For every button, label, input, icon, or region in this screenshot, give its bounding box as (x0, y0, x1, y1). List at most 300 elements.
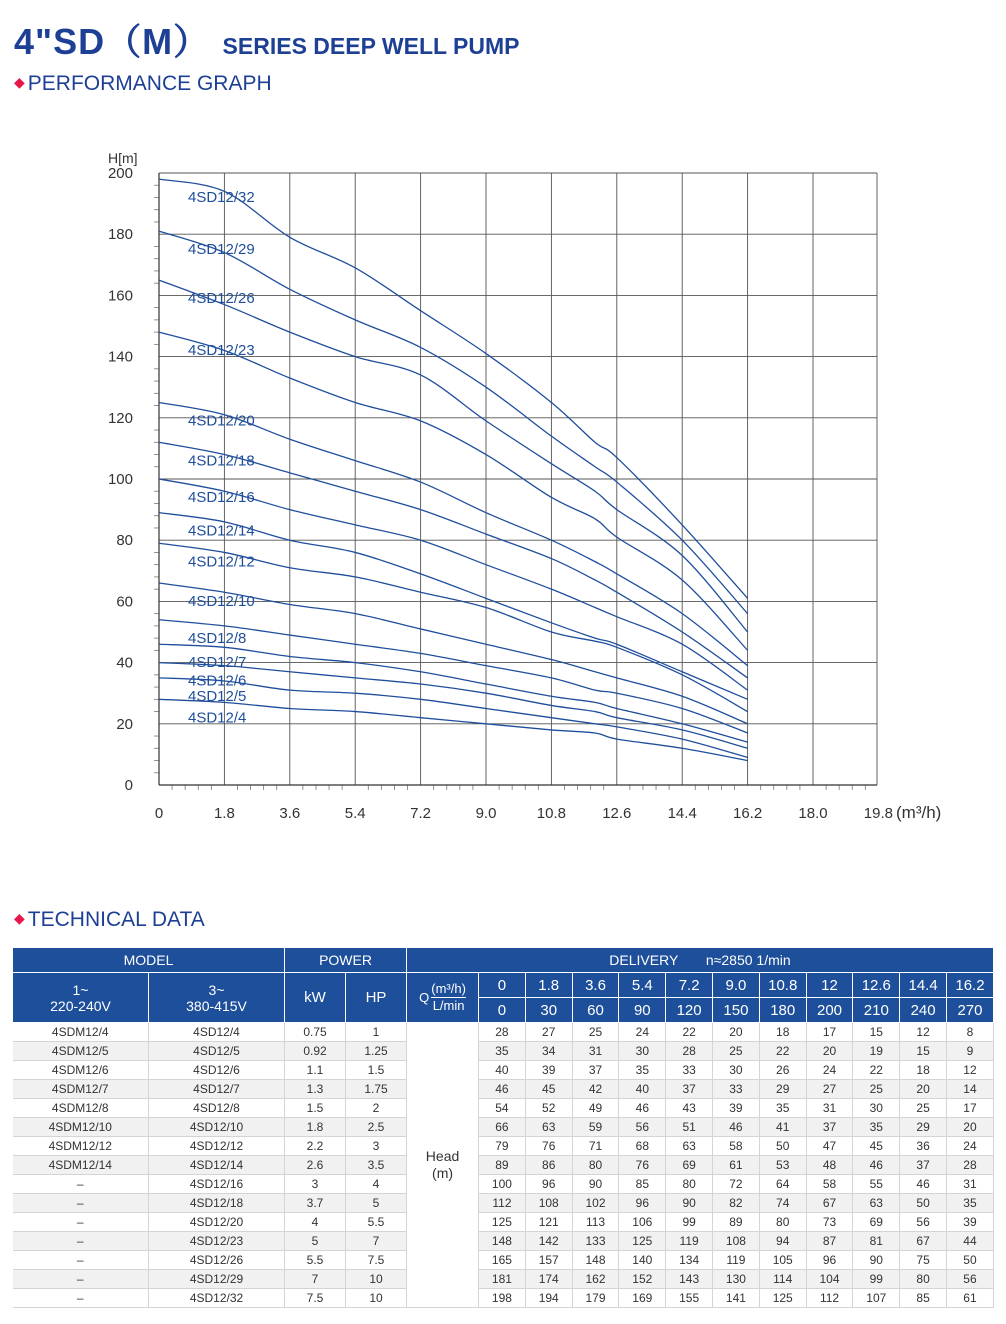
head-value: 125 (619, 1232, 666, 1251)
y-tick-label: 100 (107, 471, 133, 488)
power-kw: 2.6 (285, 1156, 346, 1175)
head-value: 15 (853, 1023, 900, 1042)
head-value: 87 (806, 1232, 853, 1251)
head-value: 45 (853, 1137, 900, 1156)
model-three-phase: 4SD12/16 (149, 1175, 285, 1194)
head-value: 25 (900, 1099, 947, 1118)
head-value: 108 (525, 1194, 572, 1213)
head-value: 26 (759, 1061, 806, 1080)
power-hp: 1.25 (346, 1042, 407, 1061)
head-value: 25 (853, 1080, 900, 1099)
head-value: 102 (572, 1194, 619, 1213)
model-three-phase: 4SD12/8 (149, 1099, 285, 1118)
head-value: 27 (806, 1080, 853, 1099)
three-phase-header: 3~ 380-415V (149, 973, 285, 1023)
head-value: 71 (572, 1137, 619, 1156)
head-value: 58 (806, 1175, 853, 1194)
head-value: 76 (525, 1137, 572, 1156)
x-axis-label: (m³/h) (896, 803, 942, 822)
flow-lmin-header: 180 (759, 998, 806, 1023)
head-value: 125 (479, 1213, 526, 1232)
head-value: 174 (525, 1270, 572, 1289)
power-kw: 1.1 (285, 1061, 346, 1080)
title-model: 4"SD（M） (14, 21, 211, 62)
curve-label-4sd12-7: 4SD12/7 (188, 654, 247, 672)
head-value: 56 (619, 1118, 666, 1137)
head-value: 19 (853, 1042, 900, 1061)
table-header-row (13, 948, 994, 973)
power-kw: 1.5 (285, 1099, 346, 1118)
model-three-phase: 4SD12/4 (149, 1023, 285, 1042)
x-tick-label: 1.8 (213, 805, 235, 822)
power-kw: 0.92 (285, 1042, 346, 1061)
head-value: 20 (806, 1042, 853, 1061)
head-value: 89 (713, 1213, 760, 1232)
table-row (13, 1118, 994, 1137)
power-kw: 7.5 (285, 1289, 346, 1308)
head-value: 80 (900, 1270, 947, 1289)
flow-lmin-header: 240 (900, 998, 947, 1023)
curve-label-4sd12-20: 4SD12/20 (188, 412, 255, 430)
x-tick-label: 3.6 (279, 805, 301, 822)
table-row (13, 1023, 994, 1042)
y-tick-label: 0 (124, 777, 133, 794)
q-unit-m3h: (m³/h) (431, 981, 466, 996)
curve-label-4sd12-6: 4SD12/6 (188, 672, 247, 690)
power-kw: 3 (285, 1175, 346, 1194)
power-hp: 4 (346, 1175, 407, 1194)
head-value: 80 (572, 1156, 619, 1175)
head-value: 50 (759, 1137, 806, 1156)
head-value: 37 (806, 1118, 853, 1137)
table-row (13, 1061, 994, 1080)
model-single-phase: 4SDM12/8 (13, 1099, 149, 1118)
x-tick-label: 10.8 (536, 805, 567, 822)
power-kw: 5.5 (285, 1251, 346, 1270)
head-value: 58 (713, 1137, 760, 1156)
model-single-phase: – (13, 1289, 149, 1308)
kw-header: kW (285, 973, 346, 1023)
flow-m3h-header: 5.4 (619, 973, 666, 998)
model-three-phase: 4SD12/7 (149, 1080, 285, 1099)
head-value: 39 (525, 1061, 572, 1080)
flow-lmin-header: 210 (853, 998, 900, 1023)
head-value: 41 (759, 1118, 806, 1137)
head-value: 24 (619, 1023, 666, 1042)
flow-lmin-header: 0 (479, 998, 526, 1023)
head-value: 30 (713, 1061, 760, 1080)
head-value: 148 (572, 1251, 619, 1270)
head-value: 24 (806, 1061, 853, 1080)
x-tick-label: 18.0 (798, 805, 828, 822)
power-header: POWER (285, 948, 407, 973)
power-hp: 1 (346, 1023, 407, 1042)
y-tick-label: 120 (107, 409, 133, 427)
flow-lmin-header: 150 (713, 998, 760, 1023)
head-value: 68 (619, 1137, 666, 1156)
head-value: 194 (525, 1289, 572, 1308)
q-unit-lmin: L/min (432, 998, 465, 1013)
flow-m3h-header: 12.6 (853, 973, 900, 998)
diamond-icon: ◆ (14, 74, 25, 90)
flow-m3h-header: 0 (479, 973, 526, 998)
flow-m3h-header: 9.0 (713, 973, 760, 998)
head-value: 148 (479, 1232, 526, 1251)
power-hp: 3.5 (346, 1156, 407, 1175)
x-tick-label: 14.4 (667, 805, 697, 822)
head-value: 46 (853, 1156, 900, 1175)
curve-label-4sd12-12: 4SD12/12 (188, 553, 255, 571)
model-three-phase: 4SD12/29 (149, 1270, 285, 1289)
head-value: 55 (853, 1175, 900, 1194)
head-value: 119 (713, 1251, 760, 1270)
flow-lmin-header: 90 (619, 998, 666, 1023)
model-single-phase: – (13, 1175, 149, 1194)
model-three-phase: 4SD12/18 (149, 1194, 285, 1213)
head-value: 56 (900, 1213, 947, 1232)
head-value: 20 (947, 1118, 994, 1137)
head-value: 80 (666, 1175, 713, 1194)
head-value: 63 (666, 1137, 713, 1156)
flow-lmin-header: 270 (947, 998, 994, 1023)
curve-4sd12-16 (159, 479, 748, 690)
head-value: 79 (479, 1137, 526, 1156)
head-value: 80 (759, 1213, 806, 1232)
head-value: 66 (479, 1118, 526, 1137)
head-value: 24 (947, 1137, 994, 1156)
head-value: 28 (947, 1156, 994, 1175)
curve-label-4sd12-10: 4SD12/10 (188, 593, 255, 611)
power-hp: 10 (346, 1289, 407, 1308)
head-value: 63 (853, 1194, 900, 1213)
head-value: 198 (479, 1289, 526, 1308)
curve-label-4sd12-5: 4SD12/5 (188, 687, 247, 705)
head-value: 90 (572, 1175, 619, 1194)
head-value: 28 (479, 1023, 526, 1042)
y-axis-label: H[m] (108, 150, 138, 166)
performance-chart (0, 140, 1006, 840)
head-value: 119 (666, 1232, 713, 1251)
head-value: 155 (666, 1289, 713, 1308)
head-value: 90 (853, 1251, 900, 1270)
section-technical-data (14, 908, 205, 932)
head-value: 14 (947, 1080, 994, 1099)
head-value: 31 (806, 1099, 853, 1118)
head-value: 96 (806, 1251, 853, 1270)
head-value: 99 (666, 1213, 713, 1232)
head-value: 121 (525, 1213, 572, 1232)
head-value: 105 (759, 1251, 806, 1270)
head-value: 49 (572, 1099, 619, 1118)
curve-4sd12-4 (159, 699, 748, 760)
head-value: 33 (666, 1061, 713, 1080)
head-value: 37 (572, 1061, 619, 1080)
power-kw: 0.75 (285, 1023, 346, 1042)
power-kw: 7 (285, 1270, 346, 1289)
curve-label-4sd12-26: 4SD12/26 (188, 290, 255, 308)
model-single-phase: 4SDM12/14 (13, 1156, 149, 1175)
head-value: 114 (759, 1270, 806, 1289)
q-label: Q (419, 990, 430, 1005)
head-value: 46 (713, 1118, 760, 1137)
flow-lmin-header: 200 (806, 998, 853, 1023)
head-value: 113 (572, 1213, 619, 1232)
head-value: 169 (619, 1289, 666, 1308)
head-value: 61 (713, 1156, 760, 1175)
head-value: 94 (759, 1232, 806, 1251)
head-value: 27 (525, 1023, 572, 1042)
head-value: 29 (759, 1080, 806, 1099)
x-tick-label: 16.2 (732, 805, 763, 822)
table-row (13, 1156, 994, 1175)
head-value: 141 (713, 1289, 760, 1308)
speed-note: n≈2850 1/min (705, 952, 791, 968)
head-value: 9 (947, 1042, 994, 1061)
head-value: 8 (947, 1023, 994, 1042)
head-value: 36 (900, 1137, 947, 1156)
head-value: 74 (759, 1194, 806, 1213)
y-tick-label: 20 (116, 715, 133, 733)
head-value: 52 (525, 1099, 572, 1118)
head-value: 107 (853, 1289, 900, 1308)
power-hp: 2.5 (346, 1118, 407, 1137)
y-tick-label: 200 (107, 165, 133, 182)
head-value: 56 (947, 1270, 994, 1289)
head-value: 34 (525, 1042, 572, 1061)
flow-m3h-header: 14.4 (900, 973, 947, 998)
y-tick-label: 160 (107, 287, 133, 305)
head-value: 61 (947, 1289, 994, 1308)
curve-label-4sd12-29: 4SD12/29 (188, 241, 255, 259)
head-value: 25 (713, 1042, 760, 1061)
head-value: 35 (947, 1194, 994, 1213)
head-value: 29 (900, 1118, 947, 1137)
head-value: 69 (666, 1156, 713, 1175)
head-value: 85 (619, 1175, 666, 1194)
head-value: 165 (479, 1251, 526, 1270)
head-value: 59 (572, 1118, 619, 1137)
head-value: 35 (479, 1042, 526, 1061)
head-value: 43 (666, 1099, 713, 1118)
head-value: 73 (806, 1213, 853, 1232)
head-value: 125 (759, 1289, 806, 1308)
head-value: 143 (666, 1270, 713, 1289)
head-value: 85 (900, 1289, 947, 1308)
x-tick-label: 19.8 (863, 805, 894, 822)
flow-lmin-header: 120 (666, 998, 713, 1023)
x-tick-label: 0 (154, 805, 164, 822)
head-value: 181 (479, 1270, 526, 1289)
head-value: 152 (619, 1270, 666, 1289)
head-value: 20 (900, 1080, 947, 1099)
head-value: 157 (525, 1251, 572, 1270)
head-value: 50 (900, 1194, 947, 1213)
model-single-phase: – (13, 1270, 149, 1289)
curve-label-4sd12-18: 4SD12/18 (188, 452, 255, 470)
head-value: 37 (900, 1156, 947, 1175)
power-hp: 7.5 (346, 1251, 407, 1270)
head-value: 50 (947, 1251, 994, 1270)
hp-header: HP (346, 973, 407, 1023)
head-value: 30 (853, 1099, 900, 1118)
head-value: 42 (572, 1080, 619, 1099)
head-value: 54 (479, 1099, 526, 1118)
head-value: 39 (713, 1099, 760, 1118)
head-value: 46 (619, 1099, 666, 1118)
head-value: 89 (479, 1156, 526, 1175)
curve-label-4sd12-8: 4SD12/8 (188, 629, 247, 647)
head-value: 69 (853, 1213, 900, 1232)
table-row (13, 1289, 994, 1308)
head-value: 162 (572, 1270, 619, 1289)
head-value: 142 (525, 1232, 572, 1251)
power-hp: 3 (346, 1137, 407, 1156)
power-hp: 10 (346, 1270, 407, 1289)
table-row (13, 1137, 994, 1156)
head-value: 22 (666, 1023, 713, 1042)
curve-label-4sd12-32: 4SD12/32 (188, 189, 255, 207)
model-header: MODEL (13, 948, 285, 973)
head-value: 63 (525, 1118, 572, 1137)
table-row (13, 1099, 994, 1118)
x-tick-label: 7.2 (410, 805, 432, 822)
model-single-phase: 4SDM12/4 (13, 1023, 149, 1042)
head-value: 18 (759, 1023, 806, 1042)
head-value: 67 (806, 1194, 853, 1213)
table-row (13, 1270, 994, 1289)
head-value: 106 (619, 1213, 666, 1232)
technical-data-table (12, 947, 994, 1308)
model-three-phase: 4SD12/20 (149, 1213, 285, 1232)
y-tick-label: 140 (107, 348, 133, 366)
power-hp: 1.5 (346, 1061, 407, 1080)
table-row (13, 1175, 994, 1194)
head-value: 45 (525, 1080, 572, 1099)
head-value: 130 (713, 1270, 760, 1289)
head-value: 25 (572, 1023, 619, 1042)
table-row (13, 1251, 994, 1270)
head-value: 40 (479, 1061, 526, 1080)
model-single-phase: 4SDM12/7 (13, 1080, 149, 1099)
curve-label-4sd12-16: 4SD12/16 (188, 489, 255, 506)
power-hp: 5 (346, 1194, 407, 1213)
head-value: 35 (759, 1099, 806, 1118)
flow-m3h-header: 10.8 (759, 973, 806, 998)
head-value: 134 (666, 1251, 713, 1270)
head-value: 28 (666, 1042, 713, 1061)
delivery-label: DELIVERY (609, 952, 679, 968)
head-value: 30 (619, 1042, 666, 1061)
head-value: 179 (572, 1289, 619, 1308)
curve-label-4sd12-4: 4SD12/4 (188, 709, 247, 727)
model-three-phase: 4SD12/10 (149, 1118, 285, 1137)
head-value: 75 (900, 1251, 947, 1270)
delivery-header (407, 948, 994, 973)
y-tick-label: 60 (116, 593, 133, 611)
head-value: 90 (666, 1194, 713, 1213)
model-single-phase: 4SDM12/6 (13, 1061, 149, 1080)
power-kw: 1.8 (285, 1118, 346, 1137)
q-header (407, 973, 479, 1023)
x-tick-label: 9.0 (475, 805, 497, 822)
head-value: 44 (947, 1232, 994, 1251)
single-phase-header: 1~ 220-240V (13, 973, 149, 1023)
power-hp: 1.75 (346, 1080, 407, 1099)
section-technical-label: TECHNICAL DATA (27, 908, 205, 931)
curve-4sd12-6 (159, 663, 748, 749)
head-value: 104 (806, 1270, 853, 1289)
flow-m3h-header: 7.2 (666, 973, 713, 998)
head-value: 22 (759, 1042, 806, 1061)
head-value: 12 (900, 1023, 947, 1042)
head-value: 108 (713, 1232, 760, 1251)
curve-label-4sd12-14: 4SD12/14 (188, 522, 255, 540)
model-three-phase: 4SD12/14 (149, 1156, 285, 1175)
model-single-phase: – (13, 1251, 149, 1270)
flow-m3h-header: 1.8 (525, 973, 572, 998)
flow-lmin-header: 30 (525, 998, 572, 1023)
model-single-phase: 4SDM12/12 (13, 1137, 149, 1156)
table-row (13, 1042, 994, 1061)
y-tick-label: 180 (107, 226, 133, 244)
model-three-phase: 4SD12/5 (149, 1042, 285, 1061)
head-value: 96 (619, 1194, 666, 1213)
table-row (13, 1194, 994, 1213)
head-value: 18 (900, 1061, 947, 1080)
table-header-row (13, 973, 994, 998)
power-kw: 1.3 (285, 1080, 346, 1099)
flow-m3h-header: 3.6 (572, 973, 619, 998)
head-value: 31 (947, 1175, 994, 1194)
head-value: 100 (479, 1175, 526, 1194)
head-value: 20 (713, 1023, 760, 1042)
head-value: 39 (947, 1213, 994, 1232)
head-value: 15 (900, 1042, 947, 1061)
head-value: 46 (479, 1080, 526, 1099)
head-value: 72 (713, 1175, 760, 1194)
head-value: 67 (900, 1232, 947, 1251)
flow-m3h-header: 16.2 (947, 973, 994, 998)
head-value: 96 (525, 1175, 572, 1194)
model-single-phase: – (13, 1213, 149, 1232)
table-row (13, 1232, 994, 1251)
flow-lmin-header: 60 (572, 998, 619, 1023)
power-hp: 2 (346, 1099, 407, 1118)
y-tick-label: 80 (116, 532, 133, 550)
power-hp: 5.5 (346, 1213, 407, 1232)
x-tick-label: 5.4 (344, 805, 366, 822)
head-value: 17 (947, 1099, 994, 1118)
head-label: Head (m) (407, 1023, 479, 1308)
power-kw: 3.7 (285, 1194, 346, 1213)
power-kw: 5 (285, 1232, 346, 1251)
head-value: 37 (666, 1080, 713, 1099)
x-tick-label: 12.6 (602, 805, 632, 822)
model-three-phase: 4SD12/12 (149, 1137, 285, 1156)
head-value: 47 (806, 1137, 853, 1156)
model-three-phase: 4SD12/26 (149, 1251, 285, 1270)
head-value: 17 (806, 1023, 853, 1042)
model-single-phase: 4SDM12/5 (13, 1042, 149, 1061)
head-value: 22 (853, 1061, 900, 1080)
head-value: 112 (479, 1194, 526, 1213)
page-title (14, 14, 519, 65)
head-value: 81 (853, 1232, 900, 1251)
head-value: 12 (947, 1061, 994, 1080)
head-value: 53 (759, 1156, 806, 1175)
model-three-phase: 4SD12/6 (149, 1061, 285, 1080)
model-single-phase: – (13, 1194, 149, 1213)
